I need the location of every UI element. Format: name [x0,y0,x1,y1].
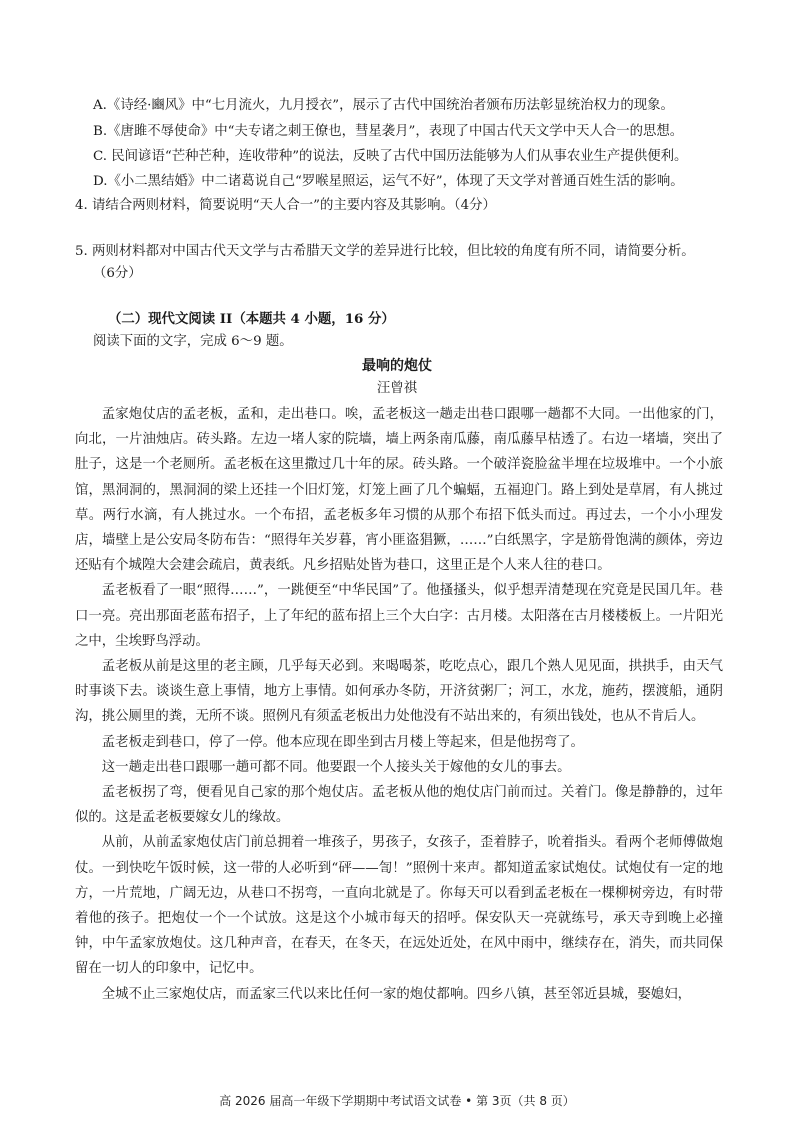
paragraph: 孟老板从前是这里的老主顾，几乎每天必到。来喝喝茶，吃吃点心，跟几个熟人见见面，拱拱手，由天气时事谈下去。谈谈生意上事情，地方上事情。如何承办冬防，开济贫粥厂；河工，水龙，施药，摆渡船，通阴沟，挑公厕里的粪，无所不谈。照例凡有须孟老板出力处他没有不站出来的，有须出钱处，也从不肯后人。 [75,659,723,725]
question-4: 4. 请结合两则材料，简要说明“天人合一”的主要内容及其影响。（4分） [75,198,496,213]
paragraph: 孟老板走到巷口，停了一停。他本应现在即坐到古月楼上等起来，但是他拐弯了。 [101,734,584,750]
article-body [75,402,723,1007]
question-5: 5. 两则材料都对中国古代天文学与古希腊天文学的差异进行比较，但比较的角度有所不同，请简要分析。 [75,244,695,259]
paragraph: 孟老板拐了弯，便看见自己家的那个炮仗店。孟老板从他的炮仗店门前而过。关着门。像是静静的，过年似的。这是孟老板要嫁女儿的缘故。 [75,785,723,826]
paragraph: 全城不止三家炮仗店，而孟家三代以来比任何一家的炮仗都响。四乡八镇，甚至邻近县城，娶媳妇， [101,986,691,1002]
article-title: 最响的炮仗 [362,358,432,374]
article-author: 汪曾祺 [376,381,418,396]
reading-instruction: 阅读下面的文字，完成 6～9 题。 [93,334,293,349]
paragraph: 这一趟走出巷口跟哪一趟可都不同。他要跟一个人接头关于嫁他的女儿的事去。 [101,759,571,775]
paragraph: 从前，从前孟家炮仗店门前总拥着一堆孩子，男孩子，女孩子，歪着脖子，吮着指头。看两个老师傅做炮仗。一到快吃午饭时候，这一带的人必听到“砰——訇！”照例十来声。都知道孟家试炮仗。试炮仗有一定的地方，一片荒地，广阔无边，从巷口不拐弯，一直向北就是了。你每天可以看到孟老板在一棵柳树旁边，有时带着他的孩子。把炮仗一个一个试放。这是这个小城市每天的招呼。保安队天一亮就练号，承天寺到晚上必撞钟，中午孟家放炮仗。这几种声音，在春天，在冬天，在远处近处，在风中雨中，继续存在，消失，而共同保留在一切人的印象中，记忆中。 [75,835,723,977]
paragraph: 孟家炮仗店的孟老板，孟和，走出巷口。唉，孟老板这一趟走出巷口跟哪一趟都不大同。一出他家的门，向北，一片油烛店。砖头路。左边一堵人家的院墙，墙上两条南瓜藤，南瓜藤早枯透了。右边一堵墙，突出了肚子，这是一个老厕所。孟老板在这里撒过几十年的尿。砖头路。一个破洋瓷脸盆半埋在垃圾堆中。一个小旅馆，黑洞洞的，黑洞洞的梁上还挂一个旧灯笼，灯笼上画了几个蝙蝠，五福迎门。路上到处是草屑，有人挑过草。两行水滴，有人挑过水。一个布招，孟老板多年习惯的从那个布招下低头而过。再过去，一个小小理发店，墙壁上是公安局冬防布告：“照得年关岁暮，宵小匪盗猖獗，……”白纸黑字，字是筋骨饱满的颜体，旁边还贴有个城隍大会建会疏启，黄表纸。凡乡招贴处皆为巷口，这里正是个人来人往的巷口。 [75,407,723,574]
option-c: C. 民间谚语“芒种芒种，连收带种”的说法，反映了古代中国历法能够为人们从事农业生产提供便利。 [93,149,688,164]
paragraph: 孟老板看了一眼“照得……”，一跳便至“中华民国”了。他搔搔头，似乎想弄清楚现在究竟是民国几年。巷口一亮。亮出那面老蓝布招子，上了年纪的蓝布招上三个大白字：古月楼。太阳落在古月楼楼板上。一片阳光之中，尘埃野鸟浮动。 [75,583,723,649]
option-a: A.《诗经·豳风》中“七月流火，九月授衣”，展示了古代中国统治者颁布历法彰显统治权力的现象。 [93,98,674,113]
page-footer: 高 2026 届高一年级下学期期中考试语文试卷 • 第 3页（共 8 页） [219,1094,575,1108]
section-title: （二）现代文阅读 II（本题共 4 小题，16 分） [108,311,395,327]
question-5-score: （6分） [93,266,142,281]
option-d: D.《小二黑结婚》中二诸葛说自己“罗喉星照运，运气不好”，体现了天文学对普通百姓生活的影响。 [93,174,684,189]
option-b: B.《唐雎不辱使命》中“夫专诸之刺王僚也，彗星袭月”，表现了中国古代天文学中天人合一的思想。 [93,124,684,139]
